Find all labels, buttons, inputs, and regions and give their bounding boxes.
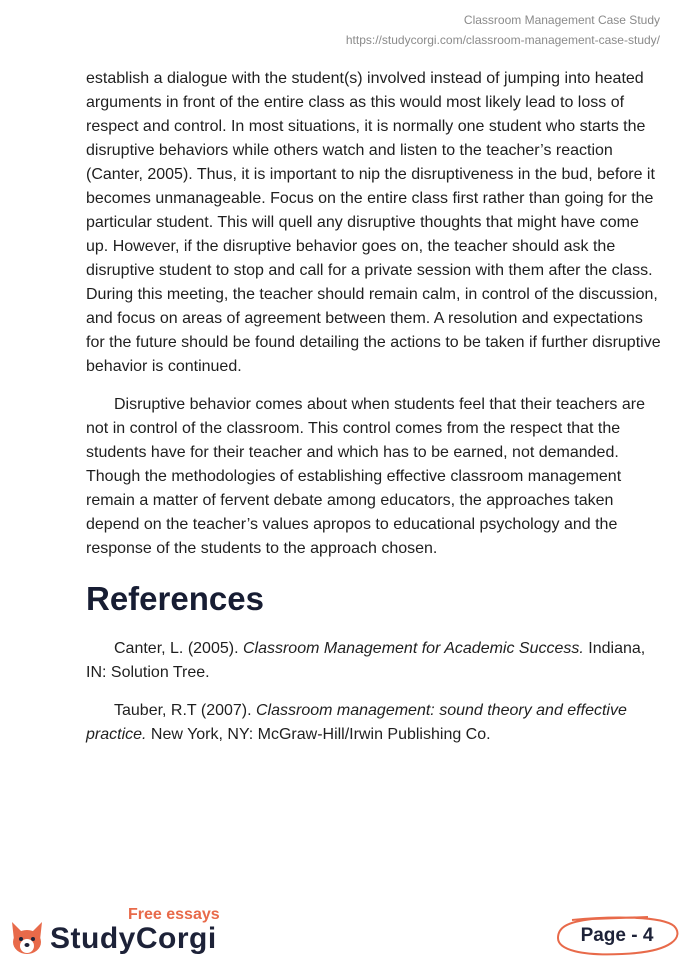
document-title: Classroom Management Case Study xyxy=(463,13,660,27)
reference-item xyxy=(86,637,664,685)
reference-publisher: Indiana, IN: Solution Tree. xyxy=(86,640,646,681)
reference-item xyxy=(86,699,664,747)
page-header xyxy=(346,10,660,50)
document-body xyxy=(86,67,664,761)
reference-author: Tauber, R.T (2007). xyxy=(114,702,256,719)
body-paragraph: establish a dialogue with the student(s) involved instead of jumping into heated arguments in front of the entire class as this would most likely lead to loss of respect and control. In most situations, it is normally one student who starts the disruptive behaviors while others watch and listen to the teacher’s reaction (Canter, 2005). Thus, it is important to nip the disruptiveness in the bud, before it becomes unmanageable. Focus on the entire class first rather than going for the particular student. This will quell any disruptive thoughts that might have come up. However, if the disruptive behavior goes on, the teacher should ask the disruptive student to stop and call for a private session with them after the class. During this meeting, the teacher should remain calm, in control of the discussion, and focus on areas of agreement between them. A resolution and expectations for the future should be found detailing the actions to be taken if further disruptive behavior is continued. xyxy=(86,70,661,375)
studycorgi-logo[interactable] xyxy=(8,904,228,960)
reference-title: Classroom management: sound theory and effective practice. xyxy=(86,702,627,743)
document-url[interactable]: https://studycorgi.com/classroom-management-case-study/ xyxy=(345,33,660,47)
reference-author: Canter, L. (2005). xyxy=(114,640,243,657)
logo-wordmark: StudyCorgi xyxy=(50,922,217,955)
reference-publisher: New York, NY: McGraw-Hill/Irwin Publishing Co. xyxy=(146,726,491,743)
page-number-badge xyxy=(552,914,682,958)
references-heading: References xyxy=(86,580,264,617)
logo-tagline: Free essays xyxy=(128,906,220,923)
reference-title: Classroom Management for Academic Success. xyxy=(242,640,584,657)
corgi-icon xyxy=(8,918,46,956)
page-number: Page - 4 xyxy=(580,925,654,946)
body-paragraph: Disruptive behavior comes about when students feel that their teachers are not in control of the classroom. This control comes from the respect that the students have for their teacher and which has to be earned, not demanded. Though the methodologies of establishing effective classroom management remain a matter of fervent debate among educators, the approaches taken depend on the teacher’s values apropos to educational psychology and the response of the students to the approach chosen. xyxy=(86,396,645,557)
